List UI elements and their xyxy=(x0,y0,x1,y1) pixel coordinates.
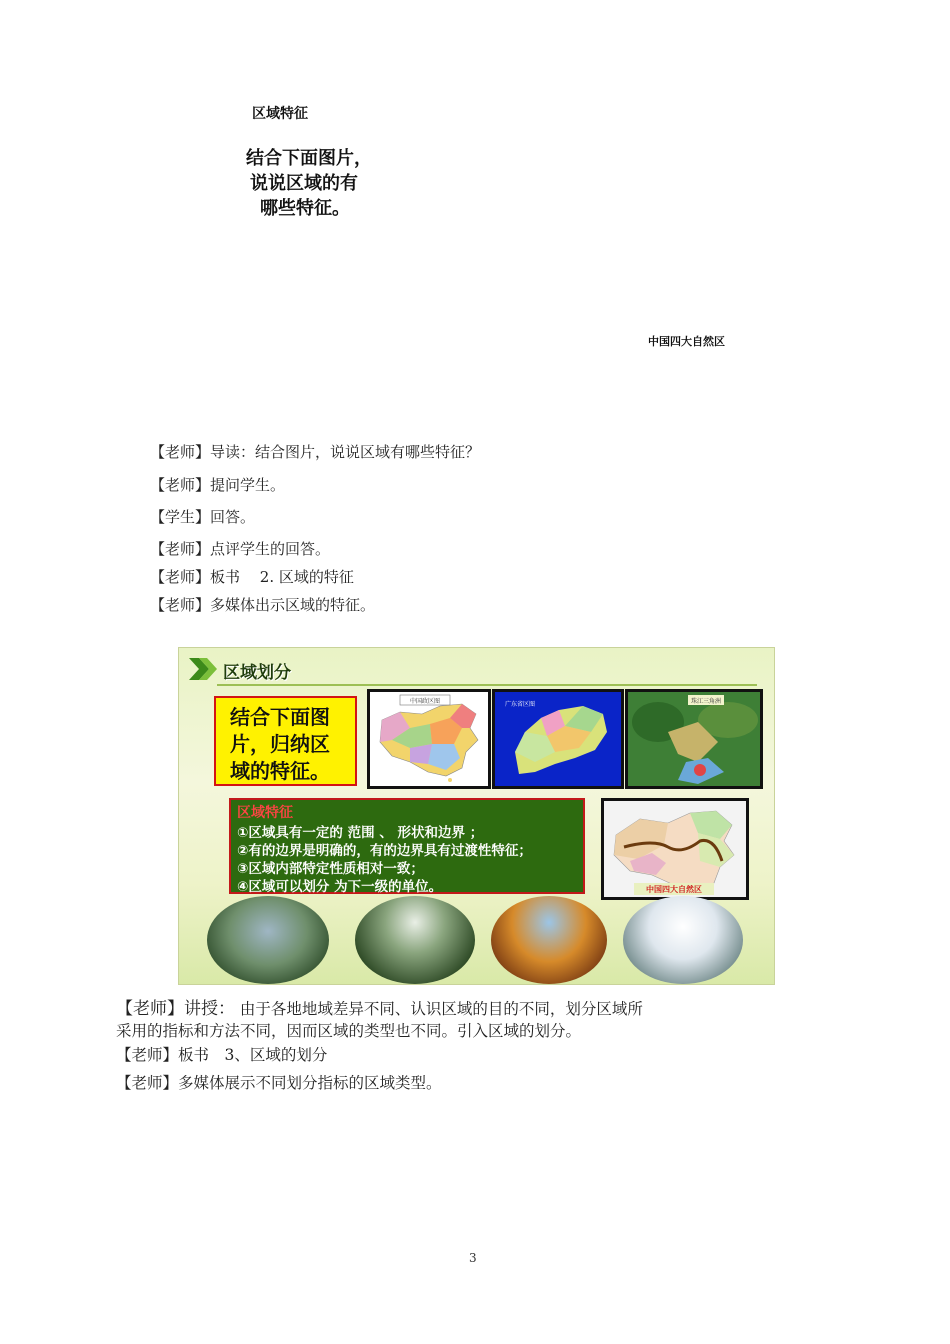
feature-item: ④区域可以划分 为下一级的单位。 xyxy=(237,879,443,895)
landscape-photo-autumn-lake xyxy=(491,896,607,984)
slide-prompt-line: 片，归纳区 xyxy=(230,732,330,756)
dialogue-line xyxy=(150,538,330,559)
prompt-line: 说说区域的有 xyxy=(250,173,358,194)
china-map-graphic xyxy=(370,692,488,786)
dialogue-line xyxy=(116,1071,442,1093)
feature-item: ③区域内部特定性质相对一致； xyxy=(237,861,424,877)
feature-item: ①区域具有一定的 范围 、 形状和边界 ； xyxy=(237,825,484,841)
speaker-tag: 【老师】 xyxy=(150,476,211,494)
map-caption: 中国四大自然区 xyxy=(648,335,725,348)
dialogue-text: 板书 2. 区域的特征 xyxy=(210,568,354,586)
map-label: 珠江三角洲 xyxy=(690,698,722,705)
guangdong-map xyxy=(492,689,624,789)
lecture-paragraph-line xyxy=(116,994,643,1019)
feature-item: ②有的边界是明确的，有的边界具有过渡性特征； xyxy=(237,843,532,859)
speaker-tag: 【老师】 xyxy=(150,596,211,614)
landscape-photo-snow-forest xyxy=(623,896,743,984)
region-features-box xyxy=(229,798,585,894)
delta-relief-map xyxy=(625,689,763,789)
landscape-photo-waterfall xyxy=(355,896,475,984)
map-label: 中国四大自然区 xyxy=(646,885,702,894)
prompt-line: 结合下面图片， xyxy=(246,148,372,169)
dialogue-line xyxy=(150,441,480,462)
title-underline xyxy=(217,684,757,686)
dialogue-text: 多媒体出示区域的特征。 xyxy=(210,596,376,614)
china-province-map xyxy=(367,689,491,789)
landscape-photo-mountain-house xyxy=(207,896,329,984)
speaker-tag: 【老师】 xyxy=(150,443,211,461)
dialogue-text: 多媒体展示不同划分指标的区域类型。 xyxy=(178,1074,442,1092)
dialogue-text: 提问学生。 xyxy=(210,476,286,494)
prompt-line: 哪些特征。 xyxy=(260,198,350,219)
dialogue-text: 点评学生的回答。 xyxy=(210,540,331,558)
dialogue-line xyxy=(116,1043,327,1065)
section-heading: 区域特征 xyxy=(252,106,308,122)
dialogue-text: 导读：结合图片，说说区域有哪些特征？ xyxy=(210,443,481,461)
dialogue-text: 板书 3、区域的划分 xyxy=(178,1046,328,1064)
speaker-tag: 【老师】 xyxy=(116,1046,179,1064)
lecture-paragraph-line: 采用的指标和方法不同，因而区域的类型也不同。引入区域的划分。 xyxy=(116,1022,582,1040)
map-label: 广东省区图 xyxy=(505,701,536,708)
delta-map-graphic xyxy=(628,692,760,786)
slide-title: 区域划分 xyxy=(223,663,291,683)
map-label: 中国政区图 xyxy=(409,698,441,705)
guangdong-map-graphic xyxy=(495,692,621,786)
dialogue-line xyxy=(150,506,255,527)
speaker-tag: 【老师】讲授： xyxy=(116,999,235,1019)
dialogue-line xyxy=(150,474,285,495)
speaker-tag: 【老师】 xyxy=(150,568,211,586)
dialogue-text: 回答。 xyxy=(210,508,256,526)
discussion-prompt xyxy=(246,146,372,221)
chevron-right-icon xyxy=(189,658,219,680)
speaker-tag: 【学生】 xyxy=(150,508,211,526)
slide-prompt-box xyxy=(214,696,357,786)
speaker-tag: 【老师】 xyxy=(116,1074,179,1092)
natural-regions-graphic xyxy=(604,801,746,897)
slide-prompt-line: 域的特征。 xyxy=(230,759,330,783)
speaker-tag: 【老师】 xyxy=(150,540,211,558)
slide-prompt-line: 结合下面图 xyxy=(230,705,330,729)
natural-regions-map xyxy=(601,798,749,900)
page-number: 3 xyxy=(469,1251,477,1265)
features-title: 区域特征 xyxy=(237,805,293,821)
lesson-slide xyxy=(178,647,775,985)
dialogue-line xyxy=(150,594,375,615)
dialogue-line xyxy=(150,566,354,587)
paragraph-text: 由于各地地域差异不同、认识区域的目的不同，划分区域所 xyxy=(235,1000,643,1018)
